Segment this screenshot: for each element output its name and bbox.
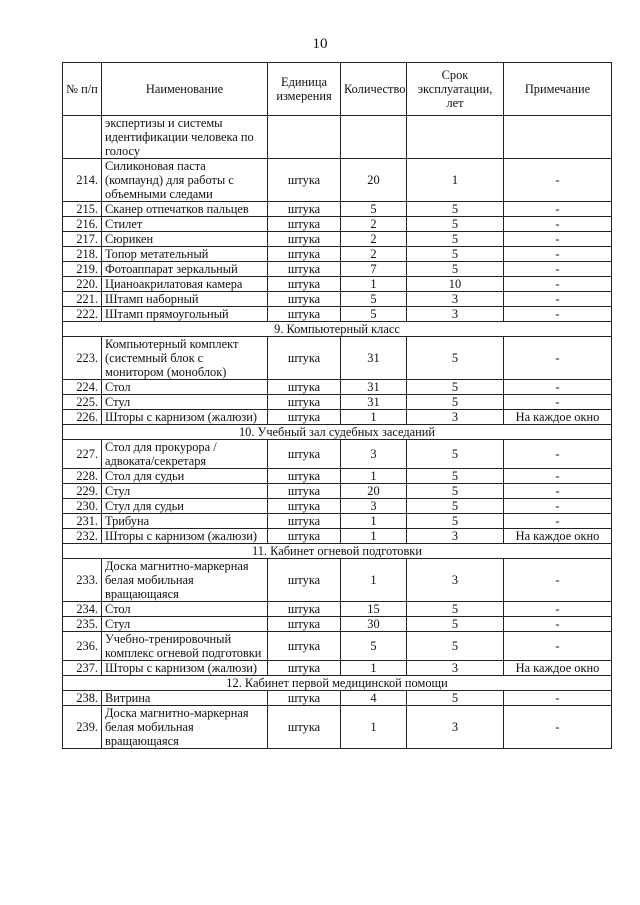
cell-name: Цианоакрилатовая камера (102, 277, 268, 292)
cell-term: 5 (407, 202, 504, 217)
cell-name: Стол для прокурора /адвоката/секретаря (102, 440, 268, 469)
table-row (63, 484, 612, 499)
section-title: 12. Кабинет первой медицинской помощи (63, 676, 612, 691)
cell-unit: штука (268, 292, 341, 307)
cell-num: 224. (63, 380, 102, 395)
cell-note: - (504, 217, 612, 232)
section-title: 10. Учебный зал судебных заседаний (63, 425, 612, 440)
cell-num: 234. (63, 602, 102, 617)
table-row (63, 337, 612, 380)
cell-name: Компьютерный комплект (системный блок с монитором (моноблок) (102, 337, 268, 380)
table-row (63, 559, 612, 602)
cell-qty: 2 (341, 232, 407, 247)
cell-term: 3 (407, 706, 504, 749)
cell-term: 5 (407, 691, 504, 706)
cell-term: 5 (407, 395, 504, 410)
cell-unit: штука (268, 380, 341, 395)
cell-name: Витрина (102, 691, 268, 706)
cell-qty: 4 (341, 691, 407, 706)
cell-qty: 5 (341, 307, 407, 322)
cell-note: - (504, 232, 612, 247)
cell-note: - (504, 337, 612, 380)
cell-note: - (504, 499, 612, 514)
cell-num: 219. (63, 262, 102, 277)
table-row (63, 514, 612, 529)
cell-qty: 20 (341, 484, 407, 499)
table-row (63, 706, 612, 749)
cell-term: 1 (407, 159, 504, 202)
cell-name: Шторы с карнизом (жалюзи) (102, 529, 268, 544)
cell-qty: 5 (341, 632, 407, 661)
table-row (63, 661, 612, 676)
table-row (63, 499, 612, 514)
cell-name: Шторы с карнизом (жалюзи) (102, 410, 268, 425)
cell-unit: штука (268, 307, 341, 322)
cell-unit: штука (268, 440, 341, 469)
cell-num: 229. (63, 484, 102, 499)
cell-unit: штука (268, 602, 341, 617)
cell-note: На каждое окно (504, 661, 612, 676)
cell-unit: штука (268, 202, 341, 217)
cell-term: 5 (407, 602, 504, 617)
cell-name: Учебно-тренировочный комплекс огневой подготовки (102, 632, 268, 661)
cell-num: 217. (63, 232, 102, 247)
section-row (63, 322, 612, 337)
table-row (63, 262, 612, 277)
cell-term: 5 (407, 380, 504, 395)
cell-qty: 31 (341, 380, 407, 395)
cell-term: 3 (407, 292, 504, 307)
cell-num: 226. (63, 410, 102, 425)
cell-term: 5 (407, 499, 504, 514)
cell-name: Доска магнитно-маркерная белая мобильная вращающаяся (102, 706, 268, 749)
cell-term: 10 (407, 277, 504, 292)
cell-unit: штука (268, 661, 341, 676)
header-term: Срок эксплуатации, лет (407, 63, 504, 116)
cell-qty: 3 (341, 440, 407, 469)
cell-note: - (504, 159, 612, 202)
cell-name: Стул (102, 484, 268, 499)
cell-note: - (504, 440, 612, 469)
cell-qty: 1 (341, 514, 407, 529)
cell-note: - (504, 559, 612, 602)
section-title: 11. Кабинет огневой подготовки (63, 544, 612, 559)
table-row (63, 529, 612, 544)
cell-qty: 3 (341, 499, 407, 514)
table-row (63, 395, 612, 410)
table-row (63, 116, 612, 159)
cell-qty: 1 (341, 559, 407, 602)
cell-note: - (504, 706, 612, 749)
cell-term: 3 (407, 307, 504, 322)
cell-unit: штука (268, 499, 341, 514)
cell-name: Стол для судьи (102, 469, 268, 484)
cell-term: 3 (407, 410, 504, 425)
cell-name: Стол (102, 380, 268, 395)
table-row (63, 232, 612, 247)
cell-num: 228. (63, 469, 102, 484)
cell-num: 218. (63, 247, 102, 262)
table-row (63, 292, 612, 307)
cell-num: 220. (63, 277, 102, 292)
cell-num: 238. (63, 691, 102, 706)
cell-name: Стилет (102, 217, 268, 232)
cell-unit: штука (268, 617, 341, 632)
header-num: № п/п (63, 63, 102, 116)
section-title: 9. Компьютерный класс (63, 322, 612, 337)
cell-num: 223. (63, 337, 102, 380)
table-row (63, 691, 612, 706)
section-row (63, 676, 612, 691)
cell-unit: штука (268, 514, 341, 529)
cell-term: 3 (407, 661, 504, 676)
cell-unit: штука (268, 410, 341, 425)
cell-name: Сюрикен (102, 232, 268, 247)
table-row (63, 410, 612, 425)
cell-note: На каждое окно (504, 529, 612, 544)
cell-name: Топор метательный (102, 247, 268, 262)
cell-name: Стул для судьи (102, 499, 268, 514)
cell-qty: 31 (341, 337, 407, 380)
cell-qty: 20 (341, 159, 407, 202)
cell-num: 231. (63, 514, 102, 529)
table-row (63, 602, 612, 617)
cell-qty: 1 (341, 277, 407, 292)
cell-note: - (504, 632, 612, 661)
cell-num: 235. (63, 617, 102, 632)
cell-name: Штамп прямоугольный (102, 307, 268, 322)
cell-qty: 2 (341, 247, 407, 262)
cell-name: Стул (102, 617, 268, 632)
cell-note: - (504, 691, 612, 706)
cell-qty: 1 (341, 529, 407, 544)
cell-unit: штука (268, 559, 341, 602)
cell-note: - (504, 247, 612, 262)
cell-note: - (504, 380, 612, 395)
cell-note (504, 116, 612, 159)
cell-term: 3 (407, 559, 504, 602)
cell-note: - (504, 514, 612, 529)
cell-note: - (504, 307, 612, 322)
cell-unit (268, 116, 341, 159)
cell-unit: штука (268, 217, 341, 232)
header-name: Наименование (102, 63, 268, 116)
table-row (63, 617, 612, 632)
table-row (63, 202, 612, 217)
cell-num: 214. (63, 159, 102, 202)
cell-num: 222. (63, 307, 102, 322)
cell-note: - (504, 292, 612, 307)
cell-num: 236. (63, 632, 102, 661)
table-row (63, 440, 612, 469)
cell-term: 5 (407, 440, 504, 469)
section-row (63, 425, 612, 440)
table-row (63, 217, 612, 232)
table-row (63, 380, 612, 395)
cell-qty: 31 (341, 395, 407, 410)
cell-term: 5 (407, 232, 504, 247)
cell-qty: 1 (341, 469, 407, 484)
cell-unit: штука (268, 337, 341, 380)
cell-qty: 2 (341, 217, 407, 232)
cell-num: 230. (63, 499, 102, 514)
cell-name: экспертизы и системы идентификации человека по голосу (102, 116, 268, 159)
cell-term: 5 (407, 217, 504, 232)
cell-name: Фотоаппарат зеркальный (102, 262, 268, 277)
cell-unit: штука (268, 691, 341, 706)
header-note: Примечание (504, 63, 612, 116)
cell-num: 215. (63, 202, 102, 217)
cell-name: Штамп наборный (102, 292, 268, 307)
cell-qty: 5 (341, 202, 407, 217)
cell-qty: 15 (341, 602, 407, 617)
cell-note: - (504, 484, 612, 499)
cell-num: 233. (63, 559, 102, 602)
cell-qty: 1 (341, 706, 407, 749)
cell-note: - (504, 202, 612, 217)
cell-unit: штука (268, 247, 341, 262)
cell-name: Сканер отпечатков пальцев (102, 202, 268, 217)
table-row (63, 277, 612, 292)
cell-note: - (504, 617, 612, 632)
cell-note: - (504, 602, 612, 617)
cell-note: На каждое окно (504, 410, 612, 425)
cell-term: 5 (407, 337, 504, 380)
cell-qty: 30 (341, 617, 407, 632)
cell-unit: штука (268, 706, 341, 749)
cell-note: - (504, 277, 612, 292)
cell-qty: 1 (341, 410, 407, 425)
cell-qty: 5 (341, 292, 407, 307)
cell-term: 5 (407, 469, 504, 484)
cell-num: 227. (63, 440, 102, 469)
cell-name: Доска магнитно-маркерная белая мобильная вращающаяся (102, 559, 268, 602)
cell-name: Шторы с карнизом (жалюзи) (102, 661, 268, 676)
cell-qty: 7 (341, 262, 407, 277)
cell-num: 232. (63, 529, 102, 544)
cell-unit: штука (268, 469, 341, 484)
section-row (63, 544, 612, 559)
cell-name: Стул (102, 395, 268, 410)
cell-num: 216. (63, 217, 102, 232)
cell-term: 3 (407, 529, 504, 544)
cell-unit: штука (268, 395, 341, 410)
cell-term (407, 116, 504, 159)
cell-num: 237. (63, 661, 102, 676)
cell-note: - (504, 262, 612, 277)
cell-note: - (504, 469, 612, 484)
cell-name: Трибуна (102, 514, 268, 529)
cell-unit: штука (268, 232, 341, 247)
header-row (63, 63, 612, 116)
header-unit: Единица измерения (268, 63, 341, 116)
cell-term: 5 (407, 484, 504, 499)
cell-unit: штука (268, 632, 341, 661)
cell-term: 5 (407, 262, 504, 277)
page-number: 10 (312, 36, 328, 52)
table-row (63, 247, 612, 262)
header-qty: Количество (341, 63, 407, 116)
cell-qty: 1 (341, 661, 407, 676)
table-row (63, 632, 612, 661)
cell-term: 5 (407, 617, 504, 632)
cell-term: 5 (407, 247, 504, 262)
cell-term: 5 (407, 514, 504, 529)
cell-num: 221. (63, 292, 102, 307)
cell-num: 239. (63, 706, 102, 749)
cell-name: Стол (102, 602, 268, 617)
cell-unit: штука (268, 529, 341, 544)
cell-note: - (504, 395, 612, 410)
cell-unit: штука (268, 484, 341, 499)
table-row (63, 469, 612, 484)
cell-qty (341, 116, 407, 159)
table-row (63, 307, 612, 322)
cell-term: 5 (407, 632, 504, 661)
cell-unit: штука (268, 262, 341, 277)
equipment-table (62, 62, 612, 749)
cell-name: Силиконовая паста (компаунд) для работы с объемными следами (102, 159, 268, 202)
table-body (63, 116, 612, 749)
cell-unit: штука (268, 277, 341, 292)
cell-num: 225. (63, 395, 102, 410)
table-row (63, 159, 612, 202)
cell-num (63, 116, 102, 159)
cell-unit: штука (268, 159, 341, 202)
